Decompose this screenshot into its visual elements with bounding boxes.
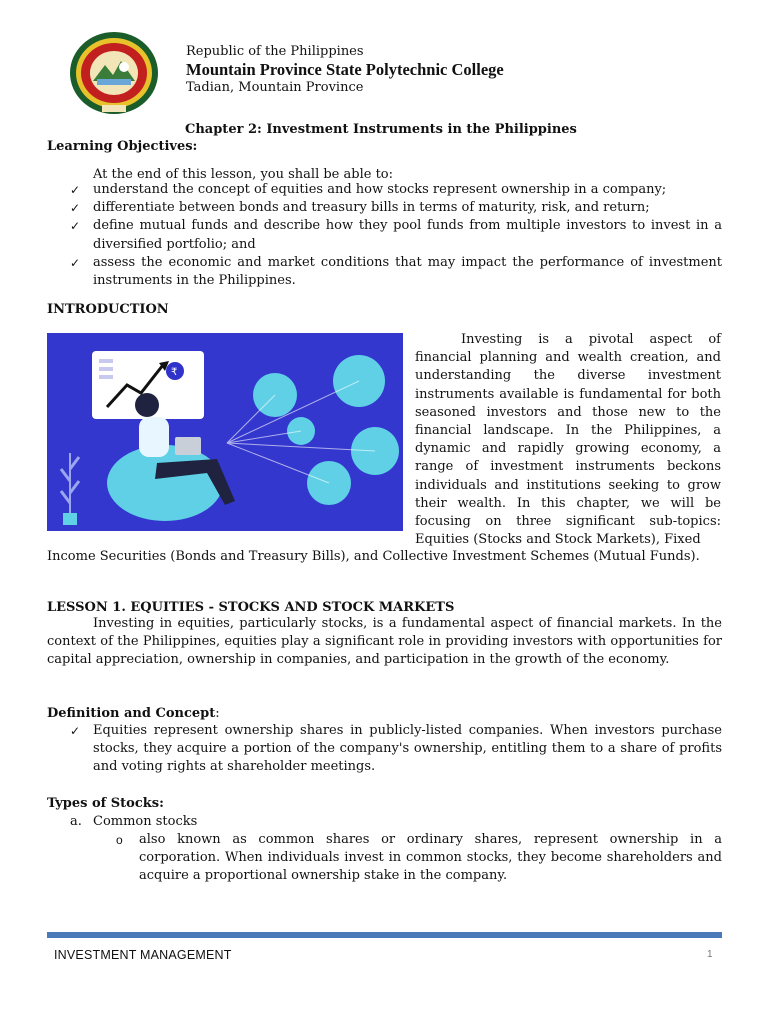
definition-heading-colon: : xyxy=(215,706,220,721)
list-item-text: assess the economic and market conditions that may impact the performance of investment instruments in the Philippines. xyxy=(93,254,722,289)
checkmark-icon: ✓ xyxy=(70,201,81,216)
definition-list xyxy=(70,722,722,777)
footer-page-number: 1 xyxy=(707,949,713,960)
introduction-paragraph-right xyxy=(415,331,721,549)
checkmark-icon: ✓ xyxy=(70,219,81,234)
definition-heading xyxy=(47,706,220,721)
list-item xyxy=(70,217,722,253)
lesson1-paragraph: Investing in equities, particularly stocks, is a fundamental aspect of financial markets. In the context of the Philippines, equities play a significant role in providing investors with opportunities for capital appreciation, ownership in companies, and participation in the growth of the economy. xyxy=(47,616,722,668)
checkmark-icon: ✓ xyxy=(70,724,81,738)
learning-objectives-heading: Learning Objectives: xyxy=(47,139,198,154)
investing-illustration xyxy=(47,333,403,531)
types-of-stocks-heading: Types of Stocks: xyxy=(47,796,164,811)
list-item xyxy=(70,181,722,199)
learning-objectives-intro: At the end of this lesson, you shall be able to: xyxy=(93,167,393,182)
circle-bullet-icon: o xyxy=(116,833,123,847)
learning-objectives-list xyxy=(70,181,722,290)
svg-text:₹: ₹ xyxy=(171,367,178,378)
college-seal-logo xyxy=(69,31,159,115)
chapter-title: Chapter 2: Investment Instruments in the Philippines xyxy=(185,122,577,137)
list-item-text: define mutual funds and describe how they pool funds from multiple investors to invest in a diversified portfolio; and xyxy=(93,218,722,252)
list-item xyxy=(70,254,722,290)
types-item-a-text: Common stocks xyxy=(93,814,198,829)
list-item-text: differentiate between bonds and treasury bills in terms of maturity, risk, and return; xyxy=(93,200,650,216)
footer-course-title: INVESTMENT MANAGEMENT xyxy=(54,948,232,962)
footer-divider xyxy=(47,932,722,938)
checkmark-icon: ✓ xyxy=(70,255,81,270)
introduction-paragraph-continued: Income Securities (Bonds and Treasury Bills), and Collective Investment Schemes (Mutual Funds). xyxy=(47,549,700,564)
types-item-a xyxy=(70,813,197,831)
introduction-heading: INTRODUCTION xyxy=(47,302,169,317)
lesson1-heading: LESSON 1. EQUITIES - STOCKS AND STOCK MARKETS xyxy=(47,600,455,615)
list-item-text: understand the concept of equities and how stocks represent ownership in a company; xyxy=(93,182,667,197)
introduction-text: Investing is a pivotal aspect of financial planning and wealth creation, and understanding the diverse investment instruments available is fundamental for both seasoned investors and those new to the financial landscape. In the Philippines, a dynamic and rapidly growing economy, a range of investment instruments beckons individuals and institutions seeking to grow their wealth. In this chapter, we will be focusing on three significant sub-topics: Equities (Stocks and Stock Markets), Fixed xyxy=(415,332,721,548)
header-college-name: Mountain Province State Polytechnic College xyxy=(186,60,504,79)
types-item-a-label: a. xyxy=(70,814,82,829)
list-item-text: Equities represent ownership shares in publicly-listed companies. When investors purchase stocks, they acquire a portion of the company's ownership, entitling them to a share of profits and voting rights at shareholder meetings. xyxy=(93,723,722,775)
header-country: Republic of the Philippines xyxy=(186,44,364,59)
list-item xyxy=(70,722,722,777)
checkmark-icon: ✓ xyxy=(70,183,81,197)
types-sub-item-text: also known as common shares or ordinary shares, represent ownership in a corporation. When individuals invest in common stocks, they become shareholders and acquire a proportional ownership stake in the company. xyxy=(139,832,722,884)
list-item xyxy=(70,199,722,217)
types-sub-item xyxy=(116,831,722,886)
definition-heading-text: Definition and Concept xyxy=(47,706,216,721)
header-location: Tadian, Mountain Province xyxy=(186,80,364,95)
